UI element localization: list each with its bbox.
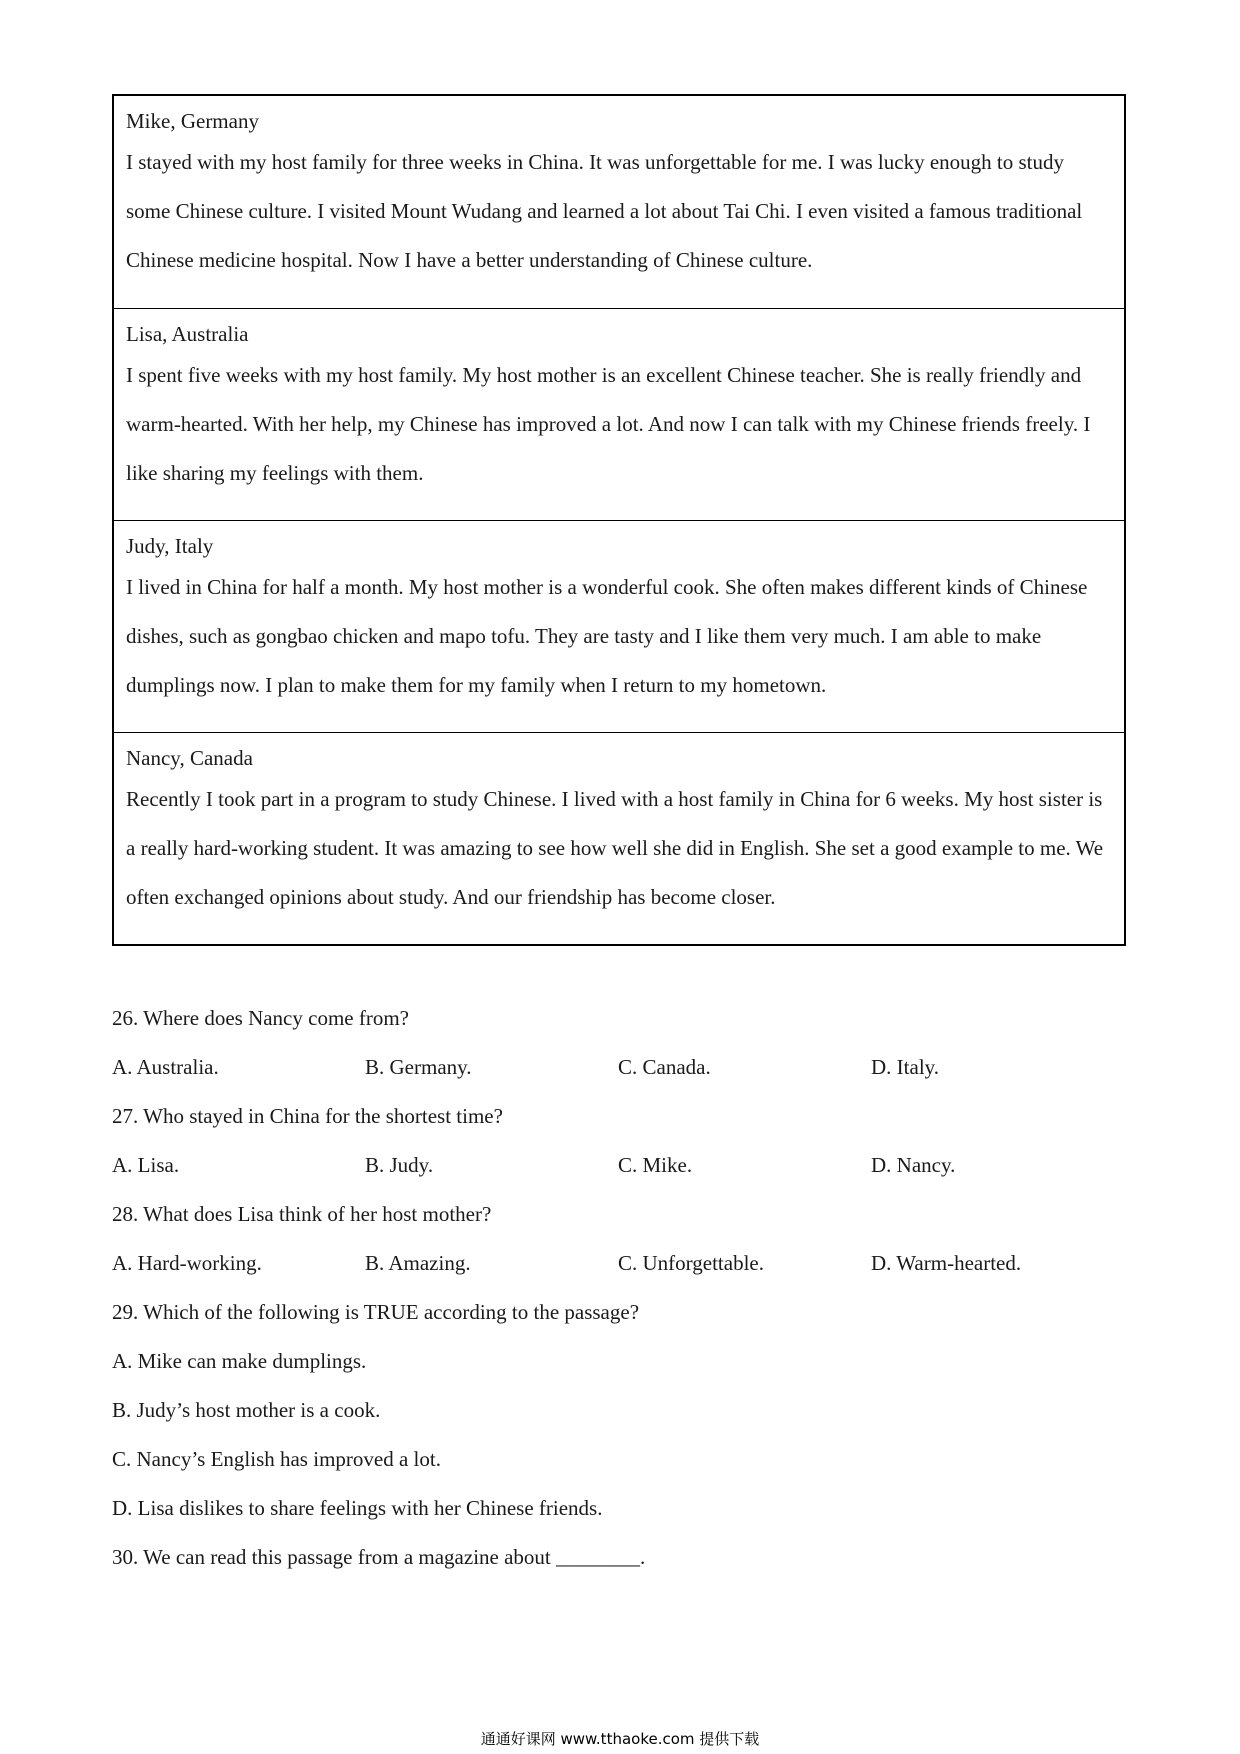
option-a: A. Lisa.: [112, 1153, 180, 1177]
option-b: B. Judy.: [365, 1153, 434, 1177]
passage-entry-lisa: [114, 308, 1124, 520]
footer-watermark: 通通好课网 www.tthaoke.com 提供下载: [480, 1730, 760, 1748]
question-stem: 28. What does Lisa think of her host mother?: [112, 1202, 492, 1226]
option-c: C. Unforgettable.: [618, 1251, 764, 1275]
option-row: [112, 1245, 1126, 1294]
entry-author: Lisa, Australia: [126, 322, 249, 346]
question-stem: 26. Where does Nancy come from?: [112, 1006, 409, 1030]
question-stem: 29. Which of the following is TRUE according to the passage?: [112, 1300, 640, 1324]
passage-entry-judy: [114, 520, 1124, 732]
passage-table: [112, 94, 1126, 946]
entry-text: I lived in China for half a month. My host mother is a wonderful cook. She often makes different kinds of Chinese dishes, such as gongbao chicken and mapo tofu. They are tasty and I like them very much. I am able to make dumplings now. I plan to make them for my family when I return to my hometown.: [126, 575, 1088, 697]
option-a: A. Australia.: [112, 1055, 219, 1079]
option-row: [112, 1147, 1126, 1196]
option-d: D. Warm-hearted.: [871, 1251, 1022, 1275]
option-d: D. Nancy.: [871, 1153, 956, 1177]
question-stem: 27. Who stayed in China for the shortest time?: [112, 1104, 503, 1128]
entry-text: I spent five weeks with my host family. My host mother is an excellent Chinese teacher. She is really friendly and warm-hearted. With her help, my Chinese has improved a lot. And now I can talk with my Chinese friends freely. I like sharing my feelings with them.: [126, 363, 1091, 485]
entry-author: Nancy, Canada: [126, 746, 253, 770]
option-c: C. Nancy’s English has improved a lot.: [112, 1447, 441, 1471]
entry-text: I stayed with my host family for three weeks in China. It was unforgettable for me. I was lucky enough to study some Chinese culture. I visited Mount Wudang and learned a lot about Tai Chi. I even visited a famous traditional Chinese medicine hospital. Now I have a better understanding of Chinese culture.: [126, 150, 1083, 272]
question-list: [112, 1000, 1126, 1588]
option-b: B. Judy’s host mother is a cook.: [112, 1398, 381, 1422]
option-d: D. Italy.: [871, 1055, 940, 1079]
option-d: D. Lisa dislikes to share feelings with her Chinese friends.: [112, 1496, 603, 1520]
option-row: [112, 1049, 1126, 1098]
passage-entry-mike: [114, 96, 1124, 308]
entry-author: Mike, Germany: [126, 109, 259, 133]
passage-entry-nancy: [114, 732, 1124, 944]
entry-author: Judy, Italy: [126, 534, 214, 558]
option-a: A. Mike can make dumplings.: [112, 1349, 367, 1373]
option-b: B. Germany.: [365, 1055, 472, 1079]
question-stem: 30. We can read this passage from a magazine about ________.: [112, 1545, 646, 1569]
option-c: C. Mike.: [618, 1153, 693, 1177]
entry-text: Recently I took part in a program to study Chinese. I lived with a host family in China for 6 weeks. My host sister is a really hard-working student. It was amazing to see how well she did in English. She set a good example to me. We often exchanged opinions about study. And our friendship has become closer.: [126, 787, 1104, 909]
option-b: B. Amazing.: [365, 1251, 471, 1275]
option-a: A. Hard-working.: [112, 1251, 262, 1275]
option-c: C. Canada.: [618, 1055, 711, 1079]
